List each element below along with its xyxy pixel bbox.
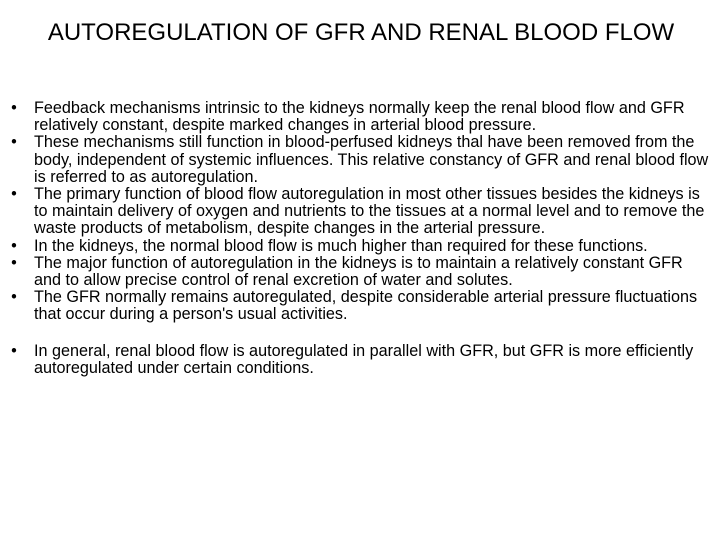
- bullet-marker: •: [11, 341, 17, 360]
- bullet-marker: •: [11, 288, 17, 307]
- bullet-marker: •: [11, 253, 17, 272]
- bullet-item: [0, 186, 716, 238]
- bullet-text: The major function of autoregulation in the kidneys is to maintain a relatively constant GFR and to allow precise control of renal excretion of water and solutes.: [34, 253, 683, 290]
- slide-title: AUTOREGULATION OF GFR AND RENAL BLOOD FLOW: [47, 19, 675, 46]
- bullet-marker: •: [11, 99, 17, 117]
- bullet-marker: •: [11, 236, 17, 255]
- bullet-marker: •: [11, 185, 17, 204]
- bullet-item: [0, 289, 716, 323]
- bullet-text: These mechanisms still function in blood-perfused kidneys thal have been removed from the body, independent of systemic influences. This relative constancy of GFR and renal blood flow is referred to as autoregulation.: [34, 133, 709, 186]
- bullet-text: Feedback mechanisms intrinsic to the kidneys normally keep the renal blood flow and GFR relatively constant, despite marked changes in arterial blood pressure.: [34, 99, 685, 135]
- bullet-text: In general, renal blood flow is autoregulated in parallel with GFR, but GFR is more efficiently autoregulated under certain conditions.: [34, 341, 694, 377]
- bullet-item: [0, 238, 716, 255]
- bullet-marker: •: [11, 133, 17, 152]
- bullet-text: The primary function of blood flow autoregulation in most other tissues besides the kidneys is to maintain delivery of oxygen and nutrients to the tissues at a normal level and to remove the waste products of metabolism, despite changes in the arterial pressure.: [34, 185, 705, 238]
- bullet-item: [0, 134, 716, 186]
- bullet-list: [0, 100, 716, 377]
- bullet-item: [0, 343, 716, 377]
- bullet-text: The GFR normally remains autoregulated, despite considerable arterial pressure fluctuations that occur during a person's usual activities.: [34, 288, 698, 324]
- bullet-item: [0, 255, 716, 289]
- bullet-text: In the kidneys, the normal blood flow is much higher than required for these functions.: [34, 236, 648, 255]
- bullet-item: [0, 100, 716, 134]
